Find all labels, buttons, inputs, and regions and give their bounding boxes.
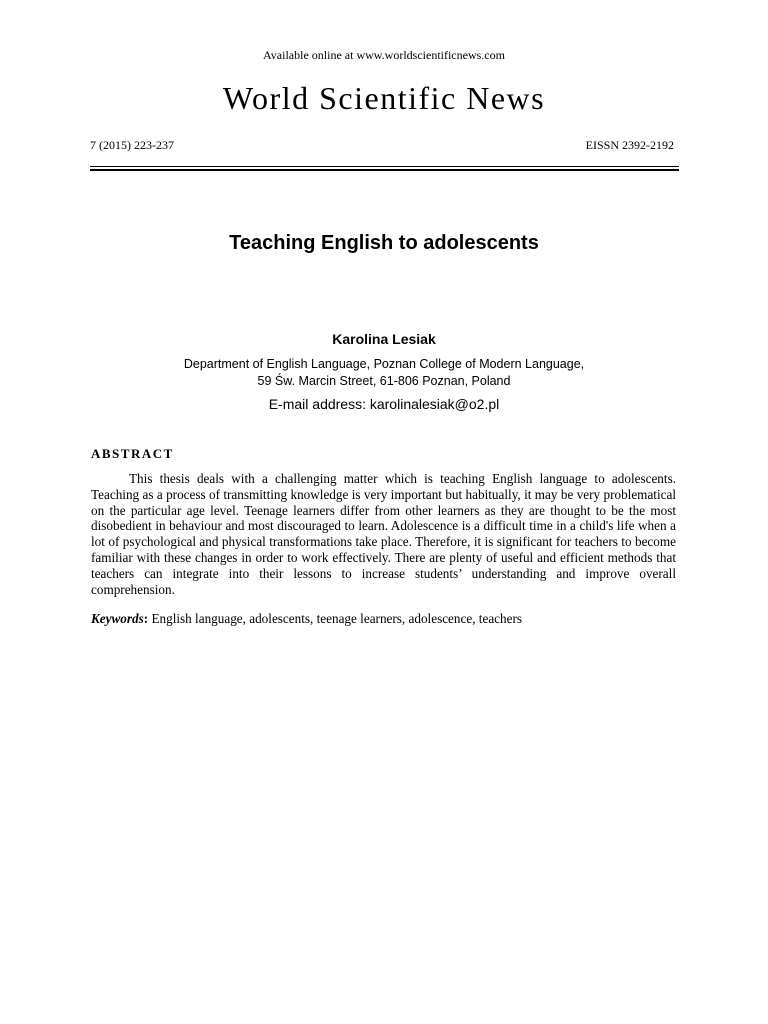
keywords-text: English language, adolescents, teenage learners, adolescence, teachers: [148, 611, 522, 626]
available-online-line: Available online at www.worldscientificnews.com: [263, 48, 505, 62]
issue-number: 7 (2015) 223-237: [90, 138, 174, 152]
keywords-line: [91, 611, 676, 627]
header-rule-thin: [90, 166, 679, 167]
author-email: E-mail address: karolinalesiak@o2.pl: [268, 396, 500, 412]
keywords-separator: :: [143, 611, 149, 626]
header-rule-thick: [90, 169, 679, 171]
journal-name: World Scientific News: [222, 80, 546, 116]
keywords-label: Keywords: [91, 611, 144, 626]
abstract-heading: ABSTRACT: [91, 446, 174, 461]
author-affiliation: [0, 356, 768, 390]
author-name: Karolina Lesiak: [332, 331, 436, 347]
article-title: Teaching English to adolescents: [229, 232, 539, 254]
abstract-text: This thesis deals with a challenging matter which is teaching English language to adolescents. Teaching as a process of transmitting knowledge is very important but habitually, it may be very problematical on the particular age level. Teenage learners differ from other learners as they are thought to be the most disobedient in behaviour and most discouraged to learn. Adolescence is a difficult time in a child's life when a lot of psychological and physical transformations take place. Therefore, it is significant for teachers to become familiar with these changes in order to work effectively. There are plenty of useful and efficient methods that teachers can integrate into their lessons to increase students’ understanding and improve overall comprehension.: [91, 471, 676, 597]
affiliation-line-2: 59 Św. Marcin Street, 61-806 Poznan, Poland: [257, 374, 511, 388]
eissn-number: EISSN 2392-2192: [585, 138, 674, 152]
affiliation-line-1: Department of English Language, Poznan College of Modern Language,: [183, 357, 585, 371]
